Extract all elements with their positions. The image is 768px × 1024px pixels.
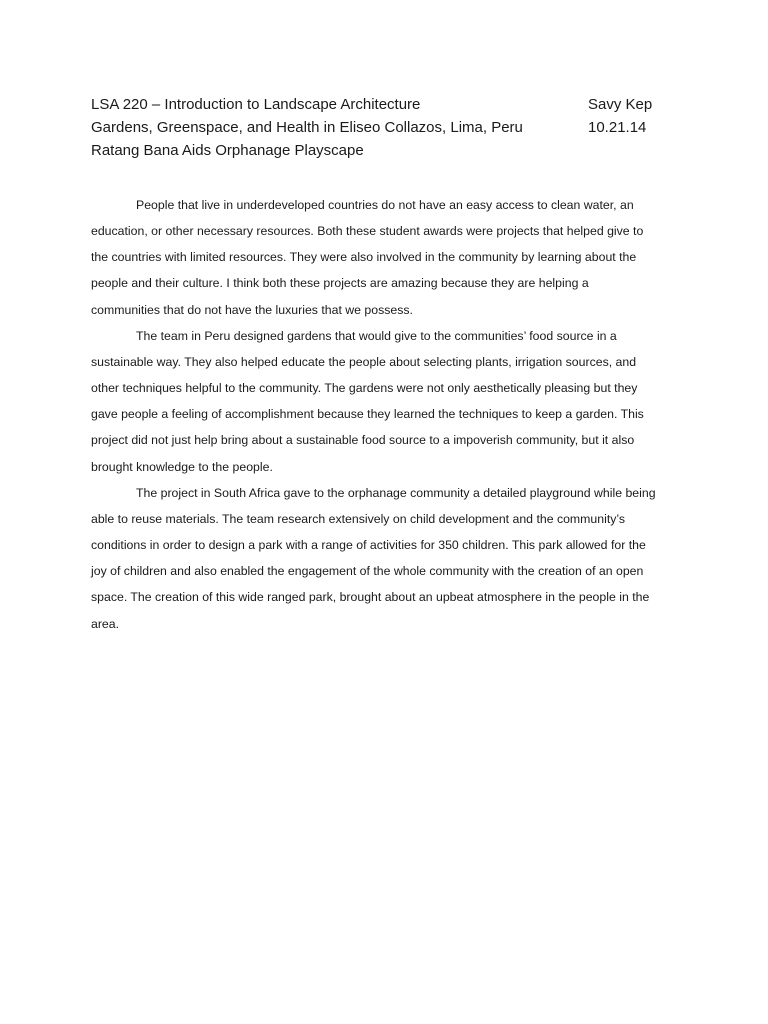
text-line: able to reuse materials. The team research extensively on child development and the community’s (91, 511, 626, 526)
text-line: people and their culture. I think both these projects are amazing because they are helping a (91, 276, 589, 291)
text-line: joy of children and also enabled the engagement of the whole community with the creation of an open (91, 564, 644, 579)
author-name: Savy Kep (588, 96, 653, 113)
topic-title: Gardens, Greenspace, and Health in Eliseo Collazos, Lima, Peru (91, 119, 523, 136)
text-line: sustainable way. They also helped educate the people about selecting plants, irrigation sources, and (91, 354, 637, 369)
document-subtitle: Ratang Bana Aids Orphanage Playscape (91, 142, 364, 159)
text-line: the countries with limited resources. They were also involved in the community by learning about the (91, 250, 637, 265)
header-row-2 (91, 116, 681, 139)
text-line: area. (91, 616, 120, 631)
document-body (91, 192, 691, 637)
text-line: The project in South Africa gave to the orphanage community a detailed playground while being (136, 485, 656, 500)
paragraph-2 (91, 323, 691, 480)
text-line: education, or other necessary resources. Both these student awards were projects that helped give to (91, 224, 644, 239)
text-line: People that live in underdeveloped countries do not have an easy access to clean water, an (136, 198, 634, 212)
paragraph-1 (91, 192, 691, 323)
course-title: LSA 220 – Introduction to Landscape Architecture (91, 96, 421, 113)
document-header (91, 93, 681, 162)
text-line: project did not just help bring about a sustainable food source to a impoverish community, but it also (91, 433, 635, 448)
text-line: communities that do not have the luxuries that we possess. (91, 302, 413, 317)
text-line: brought knowledge to the people. (91, 459, 273, 474)
header-row-3 (91, 139, 681, 162)
header-row-1 (91, 93, 681, 116)
text-line: The team in Peru designed gardens that would give to the communities’ food source in a (136, 328, 617, 343)
text-line: conditions in order to design a park with a range of activities for 350 children. This park allowed for the (91, 538, 646, 553)
paragraph-3 (91, 480, 691, 637)
document-date: 10.21.14 (588, 119, 647, 136)
text-line: other techniques helpful to the community. The gardens were not only aesthetically pleasing but they (91, 381, 638, 396)
text-line: gave people a feeling of accomplishment because they learned the techniques to keep a garden. This (91, 407, 644, 422)
text-line: space. The creation of this wide ranged park, brought about an upbeat atmosphere in the people in the (91, 590, 650, 605)
